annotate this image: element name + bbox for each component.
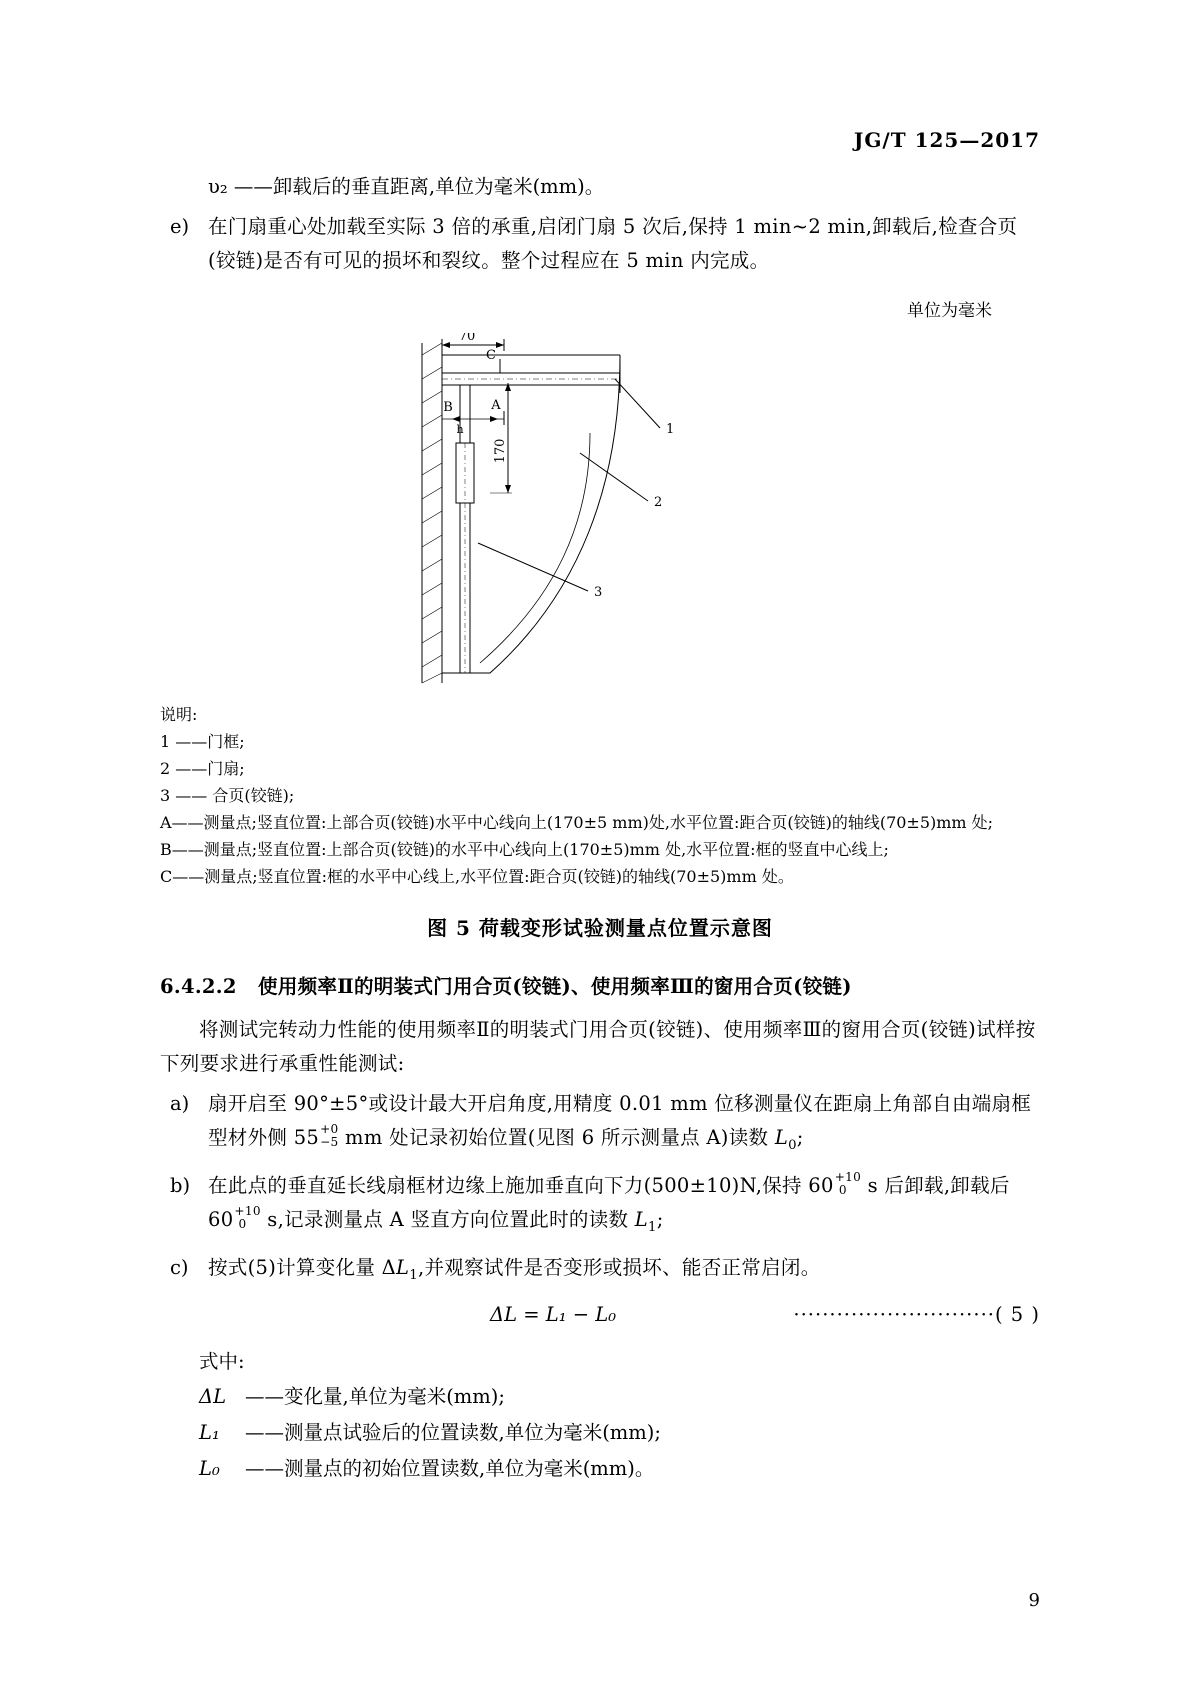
formula-index: ( 5 ) — [994, 1302, 1040, 1326]
list-item-a — [160, 1087, 1040, 1163]
figure-5-drawing — [160, 333, 1040, 693]
list-item-e-label: e) — [170, 215, 190, 238]
definition-L0 — [160, 1451, 1040, 1487]
legend-item: 1 ——门框; — [160, 732, 245, 751]
figure-caption: 图 5 荷载变形试验测量点位置示意图 — [427, 916, 773, 940]
unit-note: 单位为毫米 — [907, 301, 992, 321]
formula-number — [793, 1303, 1040, 1326]
figure-label-A: A — [491, 398, 501, 413]
figure-5-svg — [160, 333, 1040, 693]
figure-callout-2: 2 — [654, 495, 663, 510]
page-header-standard-code: JG/T 125—2017 — [853, 128, 1040, 152]
figure-dim-70: 70 — [458, 333, 476, 344]
formula-5: ΔL = L₁ − L₀ — [490, 1302, 617, 1326]
section-title: 使用频率Ⅱ的明装式门用合页(铰链)、使用频率Ⅲ的窗用合页(铰链) — [258, 975, 852, 998]
figure-label-C: C — [486, 348, 496, 363]
figure-dim-170: 170 — [493, 438, 508, 464]
legend-title: 说明: — [160, 705, 198, 724]
list-item-c-text: 按式(5)计算变化量 $\Delta L_1$,并观察试件是否变形或损坏、能否正常启闭。 — [208, 1255, 821, 1283]
section-number: 6.4.2.2 — [160, 975, 237, 998]
section-heading — [160, 971, 1040, 999]
section-intro-paragraph: 将测试完转动力性能的使用频率Ⅱ的明装式门用合页(铰链)、使用频率Ⅲ的窗用合页(铰链)试样按下列要求进行承重性能测试: — [160, 1018, 1036, 1075]
definition-text: ——测量点试验后的位置读数,单位为毫米(mm); — [245, 1420, 661, 1444]
legend-item: B——测量点;竖直位置:上部合页(铰链)的水平中心线向上(170±5)mm 处,水平位置:框的竖直中心线上; — [160, 840, 889, 859]
figure-legend — [160, 701, 1040, 890]
list-item-a-text: 扇开启至 90°±5°或设计最大开启角度,用精度 0.01 mm 位移测量仪在距扇上角部自由端扇框型材外侧 55+0 −5 mm 处记录初始位置(见图 6 所示测量点 A)读数 $L_0$; — [208, 1092, 1032, 1153]
legend-item: 2 ——门扇; — [160, 759, 245, 778]
list-item-c-label: c) — [170, 1255, 189, 1279]
list-item-e-text: 在门扇重心处加载至实际 3 倍的承重,启闭门扇 5 次后,保持 1 min~2 min,卸载后,检查合页(铰链)是否有可见的损坏和裂纹。整个过程应在 5 min 内完成。 — [208, 215, 1018, 272]
list-item-b-label: b) — [170, 1173, 191, 1197]
definition-symbol: L₀ — [199, 1456, 220, 1480]
figure-label-B: B — [443, 400, 453, 415]
list-item-c — [160, 1251, 1040, 1293]
list-item-e — [160, 210, 1040, 278]
legend-item: 3 —— 合页(铰链); — [160, 786, 295, 805]
legend-item: A——测量点;竖直位置:上部合页(铰链)水平中心线向上(170±5 mm)处,水平位置:距合页(铰链)的轴线(70±5)mm 处; — [160, 813, 994, 832]
figure-callout-1: 1 — [666, 422, 675, 437]
page-number: 9 — [1028, 1590, 1040, 1611]
figure-callout-3: 3 — [594, 585, 603, 600]
definition-text: ——变化量,单位为毫米(mm); — [245, 1384, 505, 1408]
formula-dots: ···························· — [793, 1302, 995, 1326]
definition-text: ——测量点的初始位置读数,单位为毫米(mm)。 — [245, 1456, 655, 1480]
page-body — [160, 170, 1040, 1487]
variable-definition-v2: υ₂ ——卸载后的垂直距离,单位为毫米(mm)。 — [208, 175, 605, 198]
legend-item: C——测量点;竖直位置:框的水平中心线上,水平位置:距合页(铰链)的轴线(70±5)mm 处。 — [160, 867, 794, 886]
figure-label-h: h — [456, 423, 464, 436]
formula-row — [160, 1303, 1040, 1337]
list-item-a-label: a) — [170, 1092, 190, 1115]
where-label: 式中: — [199, 1349, 245, 1373]
definition-L1 — [160, 1415, 1040, 1451]
list-item-b-text: 在此点的垂直延长线扇框材边缘上施加垂直向下力(500±10)N,保持 60+10 0 s 后卸载,卸载后 60+10 0 s,记录测量点 A 竖直方向位置此时的读数 $L_1$; — [208, 1170, 1010, 1235]
definition-delta-L — [160, 1379, 1040, 1415]
definition-symbol: ΔL — [199, 1384, 227, 1408]
definition-symbol: L₁ — [199, 1420, 220, 1444]
list-item-b — [160, 1169, 1040, 1245]
